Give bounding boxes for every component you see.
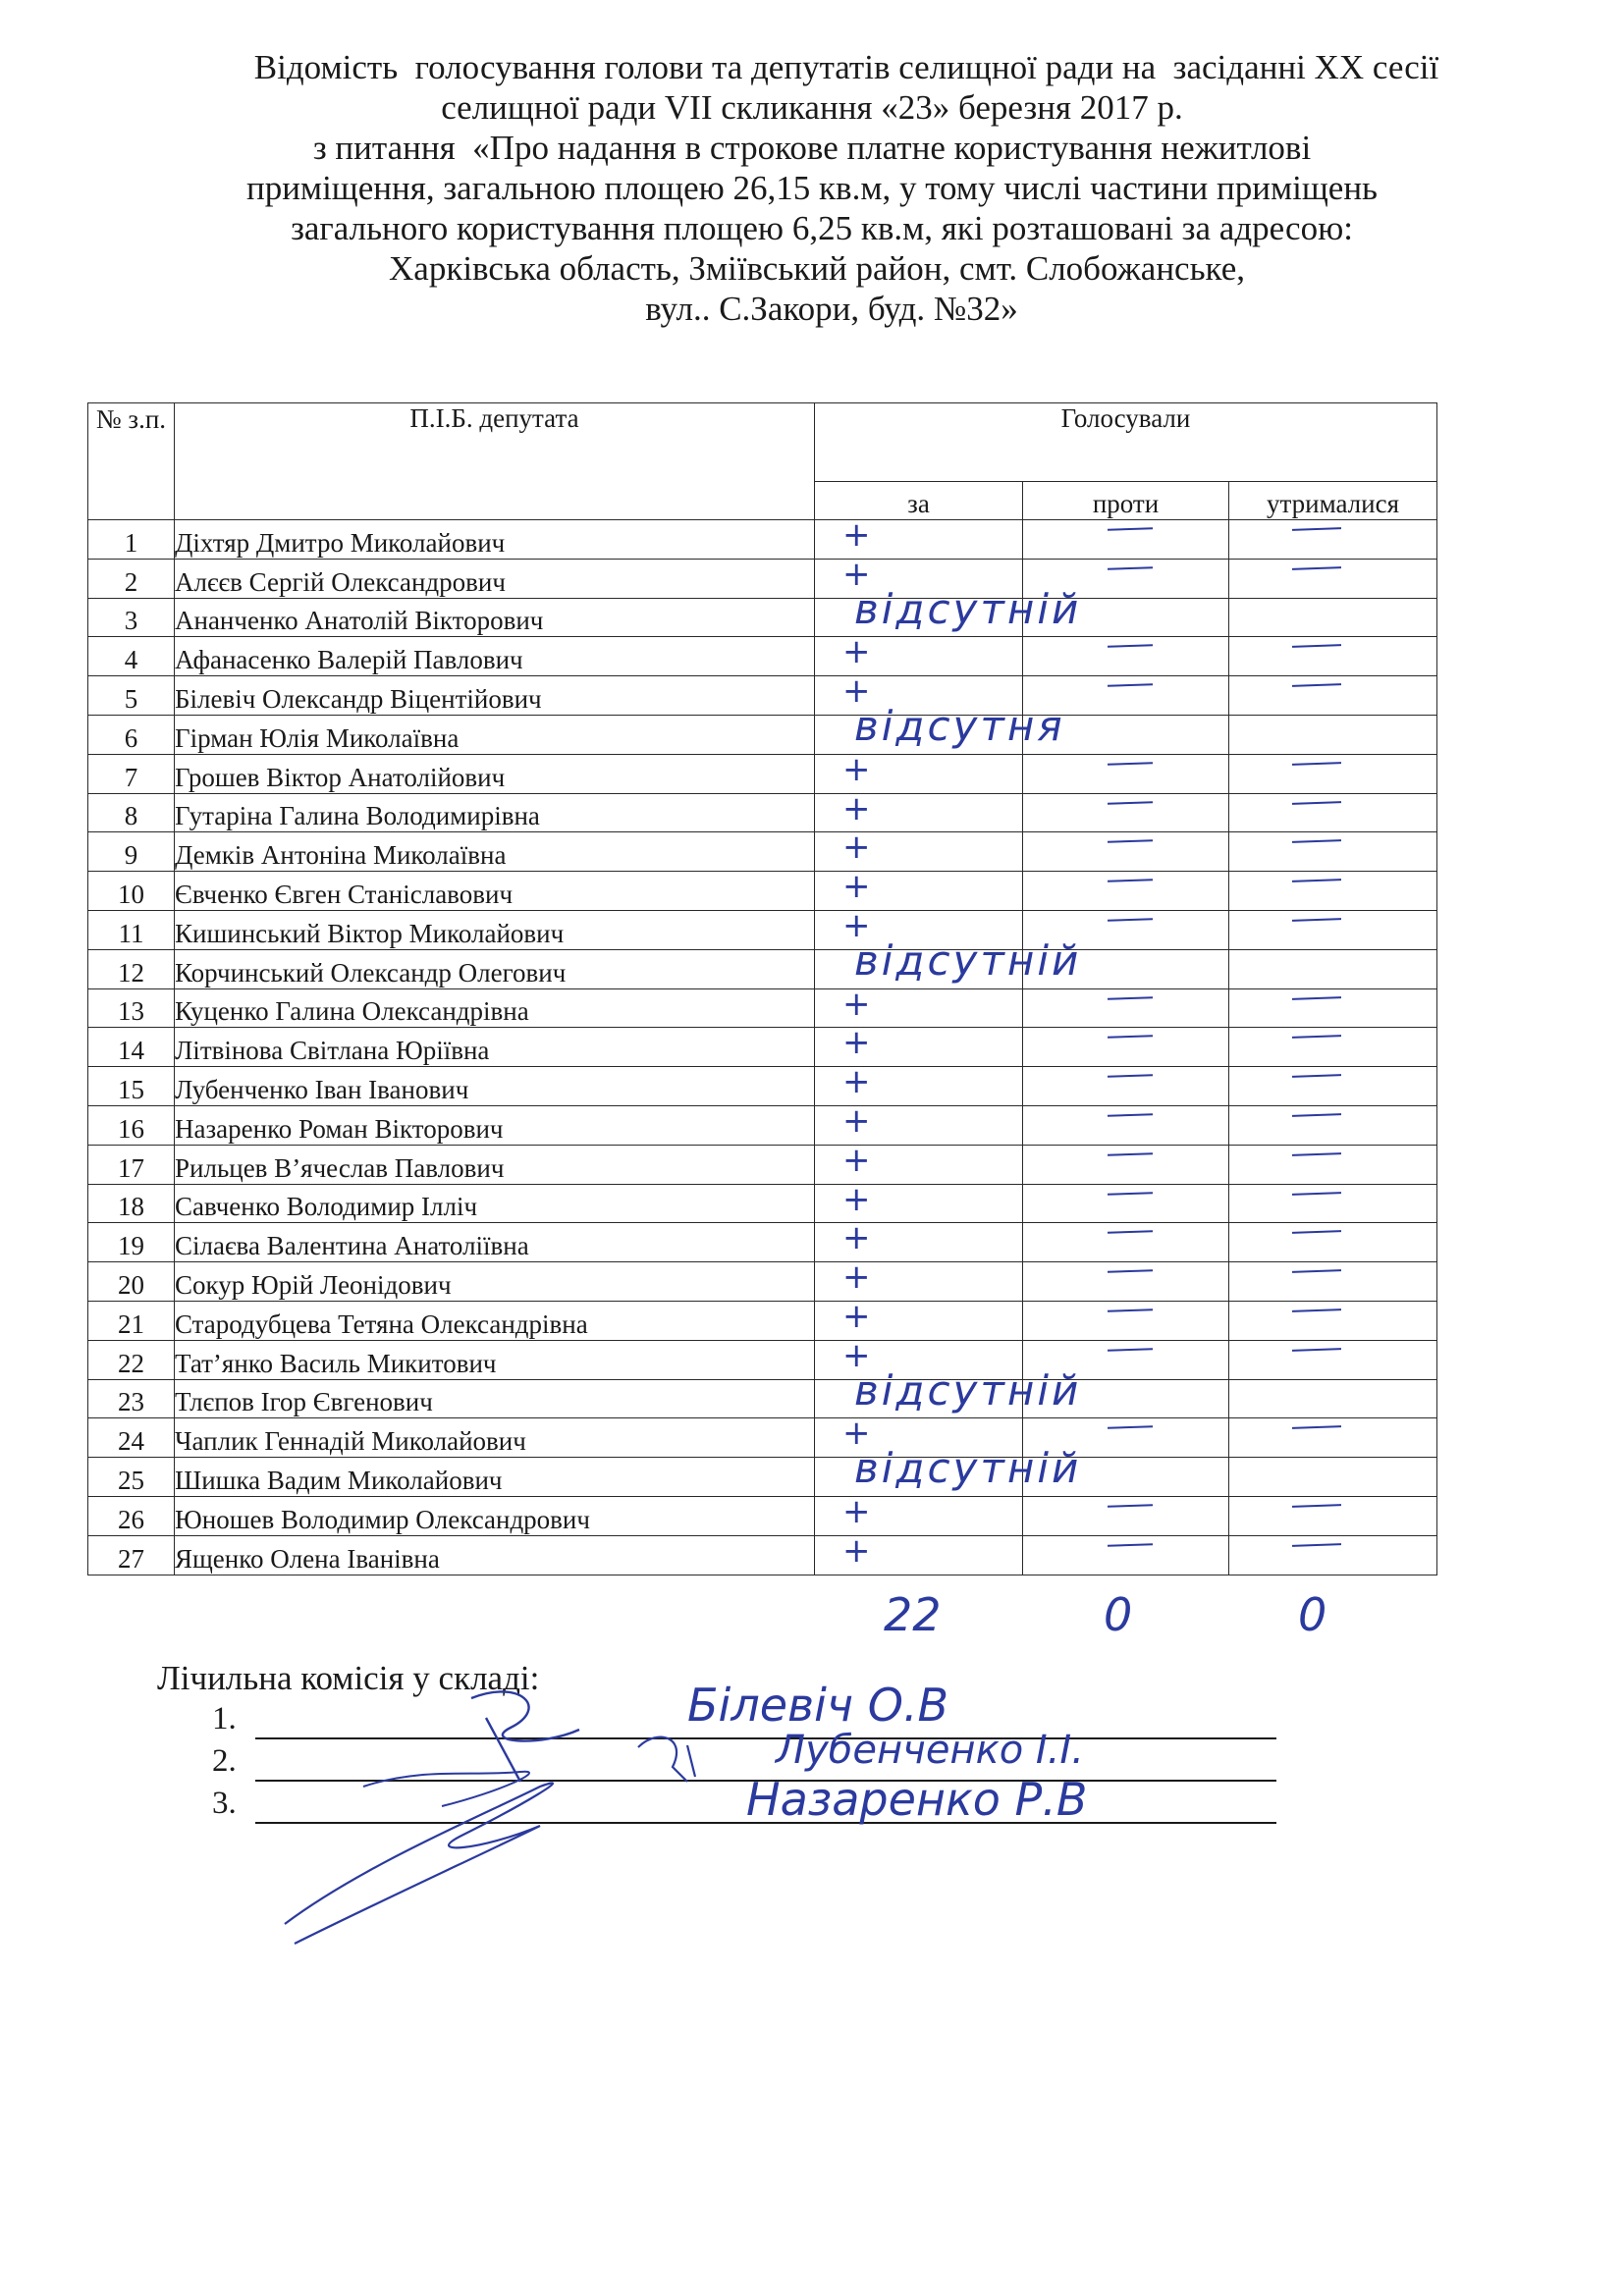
- deputy-name: Савченко Володимир Ілліч: [175, 1184, 815, 1223]
- vote-za-cell: [815, 632, 1023, 676]
- vote-proty-cell: [1023, 1496, 1229, 1535]
- vote-utrymalysia-cell: [1229, 1535, 1437, 1575]
- plus-mark: +: [842, 554, 871, 594]
- deputy-name: Тат’янко Василь Микитович: [175, 1340, 815, 1379]
- title-line-2: селищної ради VII скликання «23» березня 2017 р.: [441, 88, 1183, 127]
- vote-za-cell: [815, 1296, 1023, 1340]
- vote-proty-cell: [1023, 637, 1229, 676]
- table-row: [88, 1301, 1437, 1340]
- vote-proty-cell: [1023, 1223, 1229, 1262]
- dash-mark: [1108, 1074, 1153, 1078]
- signature-scribble-1: [471, 1691, 579, 1782]
- row-number: 23: [88, 1379, 175, 1418]
- vote-utrymalysia-cell: [1229, 1105, 1437, 1145]
- vote-utrymalysia-cell: [1229, 910, 1437, 949]
- row-number: 15: [88, 1067, 175, 1106]
- deputy-name: Рильцев В’ячеслав Павлович: [175, 1145, 815, 1184]
- plus-mark: +: [842, 984, 871, 1024]
- deputy-name: Назаренко Роман Вікторович: [175, 1105, 815, 1145]
- vote-proty-cell: [1023, 872, 1229, 911]
- vote-za-cell: [815, 1365, 1082, 1418]
- plus-mark: +: [842, 1218, 871, 1258]
- deputy-name: Літвінова Світлана Юріївна: [175, 1028, 815, 1067]
- table-row: [88, 520, 1437, 560]
- dash-mark: [1108, 683, 1153, 687]
- document-header: [0, 47, 1624, 329]
- plus-mark: +: [842, 1335, 871, 1375]
- vote-za-cell: [815, 788, 1023, 832]
- dash-mark: [1108, 1192, 1153, 1196]
- deputy-name: Куценко Галина Олександрівна: [175, 988, 815, 1028]
- voting-table-body: [88, 515, 1437, 1575]
- deputy-name: Тлєпов Ігор Євгенович: [175, 1379, 815, 1418]
- vote-utrymalysia-cell: [1229, 1028, 1437, 1067]
- absent-note: відсутній: [854, 935, 1082, 985]
- dash-mark: [1292, 1269, 1341, 1273]
- deputy-name: Юношев Володимир Олександрович: [175, 1496, 815, 1535]
- table-row: [88, 1184, 1437, 1223]
- dash-mark: [1292, 1152, 1341, 1156]
- table-row: [88, 1379, 1437, 1418]
- row-number: 27: [88, 1535, 175, 1575]
- deputy-name: Грошев Віктор Анатолійович: [175, 754, 815, 793]
- table-row: [88, 598, 1437, 637]
- row-number: 11: [88, 910, 175, 949]
- table-row: [88, 1418, 1437, 1458]
- table-row: [88, 1535, 1437, 1575]
- vote-za-cell: [815, 1179, 1023, 1223]
- row-number: 19: [88, 1223, 175, 1262]
- vote-za-cell: [815, 984, 1023, 1028]
- vote-za-cell: [815, 935, 1082, 988]
- vote-utrymalysia-cell: [1229, 1301, 1437, 1340]
- dash-mark: [1292, 879, 1341, 882]
- dash-mark: [1108, 801, 1153, 805]
- dash-mark: [1108, 1308, 1153, 1312]
- vote-za-cell: [815, 1023, 1023, 1067]
- dash-mark: [1108, 1231, 1153, 1235]
- dash-mark: [1108, 1426, 1153, 1430]
- deputy-name: Лубенченко Іван Іванович: [175, 1067, 815, 1106]
- deputy-name: Ананченко Анатолій Вікторович: [175, 598, 815, 637]
- commission-label: Лічильна комісія у складі:: [157, 1659, 540, 1697]
- header-proty: проти: [1023, 481, 1229, 519]
- header-number: № з.п.: [88, 403, 175, 520]
- total-za: 22: [884, 1588, 942, 1641]
- vote-za-cell: [815, 1218, 1023, 1262]
- plus-mark: +: [842, 749, 871, 789]
- dash-mark: [1108, 645, 1153, 649]
- signature-name-3: Назаренко Р.В: [746, 1773, 1088, 1826]
- row-number: 12: [88, 949, 175, 988]
- vote-za-cell: [815, 1530, 1023, 1575]
- dash-mark: [1108, 527, 1153, 531]
- dash-mark: [1292, 1230, 1341, 1234]
- vote-za-cell: [815, 867, 1023, 911]
- dash-mark: [1292, 683, 1341, 687]
- vote-za-cell: [815, 828, 1023, 872]
- vote-proty-cell: [1023, 1067, 1229, 1106]
- dash-mark: [1108, 1269, 1153, 1273]
- dash-mark: [1292, 762, 1341, 766]
- row-number: 7: [88, 754, 175, 793]
- vote-utrymalysia-cell: [1229, 754, 1437, 793]
- row-number: 4: [88, 637, 175, 676]
- table-row: [88, 676, 1437, 716]
- vote-proty-cell: [1023, 1184, 1229, 1223]
- vote-utrymalysia-cell: [1229, 1067, 1437, 1106]
- table-row: [88, 1067, 1437, 1106]
- deputy-name: Євченко Євген Станіславович: [175, 872, 815, 911]
- deputy-name: Стародубцева Тетяна Олександрівна: [175, 1301, 815, 1340]
- vote-utrymalysia-cell: [1229, 949, 1437, 988]
- row-number: 22: [88, 1340, 175, 1379]
- title-line-4: приміщення, загальною площею 26,15 кв.м, у тому числі частини приміщень: [245, 169, 1379, 207]
- vote-proty-cell: [1023, 1145, 1229, 1184]
- vote-proty-cell: [1023, 754, 1229, 793]
- row-number: 16: [88, 1105, 175, 1145]
- dash-mark: [1292, 1192, 1341, 1196]
- table-row: [88, 872, 1437, 911]
- dash-mark: [1292, 1308, 1341, 1312]
- member-number: 3.: [212, 1786, 237, 1821]
- header-za: за: [815, 481, 1023, 519]
- deputy-name: Алєєв Сергій Олександрович: [175, 559, 815, 598]
- table-row: [88, 1145, 1437, 1184]
- dash-mark: [1108, 879, 1153, 882]
- absent-note: відсутній: [854, 1444, 1082, 1493]
- dash-mark: [1292, 645, 1341, 649]
- table-row: [88, 910, 1437, 949]
- plus-mark: +: [842, 1530, 871, 1571]
- dash-mark: [1108, 918, 1153, 922]
- vote-utrymalysia-cell: [1229, 598, 1437, 637]
- vote-za-cell: [815, 515, 1023, 560]
- absent-note: відсутня: [854, 701, 1065, 750]
- header-name: П.І.Б. депутата: [175, 403, 815, 520]
- row-number: 9: [88, 832, 175, 872]
- vote-proty-cell: [1023, 520, 1229, 560]
- vote-za-cell: [815, 1140, 1023, 1184]
- vote-utrymalysia-cell: [1229, 676, 1437, 716]
- deputy-name: Білевіч Олександр Віцентійович: [175, 676, 815, 716]
- vote-utrymalysia-cell: [1229, 1418, 1437, 1458]
- dash-mark: [1292, 1504, 1341, 1508]
- row-number: 6: [88, 715, 175, 754]
- dash-mark: [1108, 1152, 1153, 1156]
- vote-utrymalysia-cell: [1229, 520, 1437, 560]
- vote-za-cell: [815, 1062, 1023, 1106]
- vote-proty-cell: [1023, 1301, 1229, 1340]
- row-number: 14: [88, 1028, 175, 1067]
- title-line-7: вул.. С.Закори, буд. №32»: [645, 290, 1018, 328]
- vote-utrymalysia-cell: [1229, 1340, 1437, 1379]
- plus-mark: +: [842, 788, 871, 828]
- dash-mark: [1292, 527, 1341, 531]
- header-utrymalysia: утрималися: [1229, 481, 1437, 519]
- plus-mark: +: [842, 632, 871, 672]
- table-row: [88, 637, 1437, 676]
- vote-utrymalysia-cell: [1229, 872, 1437, 911]
- dash-mark: [1292, 1348, 1341, 1352]
- table-row: [88, 1105, 1437, 1145]
- total-proty: 0: [1104, 1588, 1133, 1641]
- vote-proty-cell: [1023, 1535, 1229, 1575]
- signature-name-2: Лубенченко І.І.: [776, 1728, 1084, 1773]
- row-number: 26: [88, 1496, 175, 1535]
- vote-proty-cell: [1023, 832, 1229, 872]
- row-number: 5: [88, 676, 175, 716]
- vote-proty-cell: [1023, 1105, 1229, 1145]
- dash-mark: [1292, 840, 1341, 844]
- deputy-name: Кишинський Віктор Миколайович: [175, 910, 815, 949]
- vote-utrymalysia-cell: [1229, 637, 1437, 676]
- row-number: 8: [88, 793, 175, 832]
- deputy-name: Чаплик Геннадій Миколайович: [175, 1418, 815, 1458]
- plus-mark: +: [842, 828, 871, 868]
- row-number: 13: [88, 988, 175, 1028]
- deputy-name: Гірман Юлія Миколаївна: [175, 715, 815, 754]
- vote-za-cell: [815, 749, 1023, 793]
- table-row: [88, 1458, 1437, 1497]
- row-number: 25: [88, 1458, 175, 1497]
- table-row: [88, 715, 1437, 754]
- row-number: 2: [88, 559, 175, 598]
- vote-proty-cell: [1023, 793, 1229, 832]
- vote-utrymalysia-cell: [1229, 559, 1437, 598]
- table-row: [88, 1028, 1437, 1067]
- row-number: 21: [88, 1301, 175, 1340]
- row-number: 17: [88, 1145, 175, 1184]
- signature-scribbles: [226, 1669, 776, 1963]
- table-row: [88, 1262, 1437, 1302]
- dash-mark: [1108, 1036, 1153, 1040]
- dash-mark: [1292, 801, 1341, 805]
- vote-proty-cell: [1023, 988, 1229, 1028]
- deputy-name: Діхтяр Дмитро Миколайович: [175, 520, 815, 560]
- dash-mark: [1292, 918, 1341, 922]
- table-row: [88, 949, 1437, 988]
- dash-mark: [1108, 1348, 1153, 1352]
- table-row: [88, 1223, 1437, 1262]
- table-row: [88, 832, 1437, 872]
- dash-mark: [1292, 1425, 1341, 1429]
- vote-utrymalysia-cell: [1229, 1262, 1437, 1302]
- signature-name-1: Білевіч О.В: [687, 1679, 949, 1732]
- dash-mark: [1108, 840, 1153, 844]
- title-line-3: з питання «Про надання в строкове платне користування нежитлові: [312, 129, 1312, 167]
- total-utrymalysia: 0: [1298, 1588, 1327, 1641]
- table-row: [88, 754, 1437, 793]
- deputy-name: Гутаріна Галина Володимирівна: [175, 793, 815, 832]
- deputy-name: Сілаєва Валентина Анатоліївна: [175, 1223, 815, 1262]
- vote-za-cell: [815, 1100, 1023, 1145]
- dash-mark: [1292, 1543, 1341, 1547]
- vote-utrymalysia-cell: [1229, 1145, 1437, 1184]
- voting-table: [87, 402, 1437, 1575]
- table-row: [88, 1496, 1437, 1535]
- dash-mark: [1292, 566, 1341, 570]
- vote-utrymalysia-cell: [1229, 832, 1437, 872]
- header-voted: Голосували: [815, 403, 1437, 482]
- plus-mark: +: [842, 1296, 871, 1336]
- vote-za-cell: [815, 1491, 1023, 1535]
- signature-scribble-2: [638, 1737, 695, 1782]
- plus-mark: +: [842, 1100, 871, 1141]
- plus-mark: +: [842, 1023, 871, 1063]
- row-number: 20: [88, 1262, 175, 1302]
- vote-utrymalysia-cell: [1229, 1458, 1437, 1497]
- dash-mark: [1108, 996, 1153, 1000]
- row-number: 24: [88, 1418, 175, 1458]
- vote-za-cell: [815, 701, 1065, 754]
- vote-utrymalysia-cell: [1229, 1184, 1437, 1223]
- plus-mark: +: [842, 515, 871, 555]
- row-number: 1: [88, 520, 175, 560]
- table-row: [88, 1340, 1437, 1379]
- vote-proty-cell: [1023, 1028, 1229, 1067]
- dash-mark: [1292, 996, 1341, 1000]
- vote-za-cell: [815, 1444, 1082, 1497]
- plus-mark: +: [842, 1062, 871, 1102]
- member-number: 1.: [212, 1701, 237, 1736]
- plus-mark: +: [842, 867, 871, 907]
- dash-mark: [1108, 1113, 1153, 1117]
- deputy-name: Афанасенко Валерій Павлович: [175, 637, 815, 676]
- row-number: 10: [88, 872, 175, 911]
- vote-za-cell: [815, 584, 1082, 637]
- deputy-name: Шишка Вадим Миколайович: [175, 1458, 815, 1497]
- row-number: 18: [88, 1184, 175, 1223]
- vote-utrymalysia-cell: [1229, 1223, 1437, 1262]
- dash-mark: [1108, 566, 1153, 570]
- plus-mark: +: [842, 671, 871, 712]
- vote-za-cell: [815, 1257, 1023, 1302]
- dash-mark: [1292, 1113, 1341, 1117]
- dash-mark: [1108, 1504, 1153, 1508]
- plus-mark: +: [842, 1257, 871, 1298]
- signature-scribble-4: [363, 1772, 529, 1806]
- deputy-name: Корчинський Олександр Олегович: [175, 949, 815, 988]
- title-line-1: Відомість голосування голови та депутатів селищної ради на засіданні XX сесії: [253, 48, 1439, 86]
- absent-note: відсутній: [854, 1365, 1082, 1415]
- plus-mark: +: [842, 905, 871, 945]
- dash-mark: [1292, 1035, 1341, 1039]
- vote-utrymalysia-cell: [1229, 1379, 1437, 1418]
- table-row: [88, 559, 1437, 598]
- row-number: 3: [88, 598, 175, 637]
- plus-mark: +: [842, 1414, 871, 1454]
- dash-mark: [1292, 1074, 1341, 1078]
- dash-mark: [1108, 1543, 1153, 1547]
- signature-scribble-3: [285, 1783, 553, 1944]
- plus-mark: +: [842, 1491, 871, 1531]
- plus-mark: +: [842, 1140, 871, 1180]
- vote-utrymalysia-cell: [1229, 988, 1437, 1028]
- member-number: 2.: [212, 1743, 237, 1779]
- vote-utrymalysia-cell: [1229, 793, 1437, 832]
- deputy-name: Ященко Олена Іванівна: [175, 1535, 815, 1575]
- plus-mark: +: [842, 1179, 871, 1219]
- vote-proty-cell: [1023, 1262, 1229, 1302]
- dash-mark: [1108, 762, 1153, 766]
- title-line-6: Харківська область, Зміївський район, смт. Слобожанське,: [389, 249, 1245, 288]
- title-line-5: загального користування площею 6,25 кв.м, які розташовані за адресою:: [291, 209, 1353, 247]
- table-row: [88, 988, 1437, 1028]
- table-row: [88, 793, 1437, 832]
- deputy-name: Сокур Юрій Леонідович: [175, 1262, 815, 1302]
- vote-utrymalysia-cell: [1229, 1496, 1437, 1535]
- deputy-name: Демків Антоніна Миколаївна: [175, 832, 815, 872]
- absent-note: відсутній: [854, 584, 1082, 633]
- vote-utrymalysia-cell: [1229, 715, 1437, 754]
